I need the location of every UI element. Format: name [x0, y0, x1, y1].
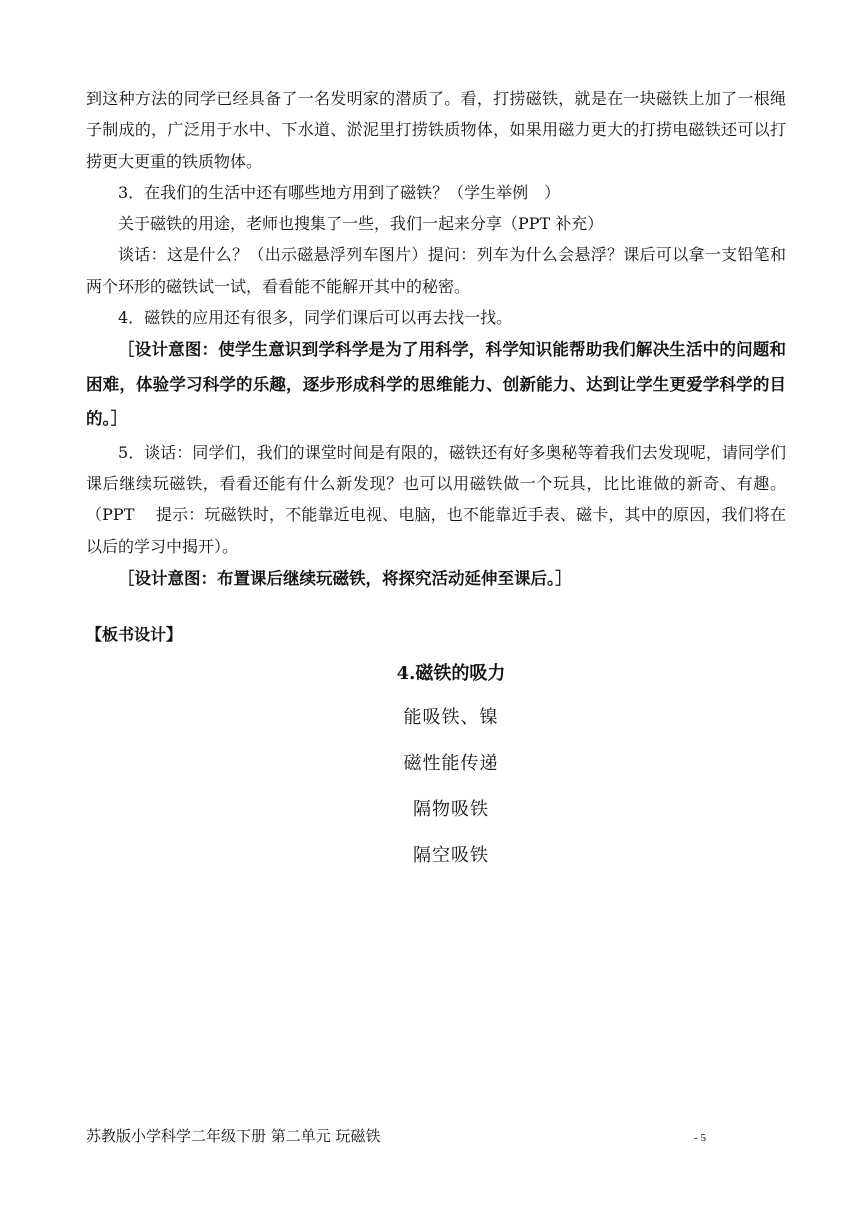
board-item: 隔物吸铁	[413, 798, 489, 820]
paragraph-item-5: 5．谈话：同学们，我们的课堂时间是有限的，磁铁还有好多奥秘等着我们去发现呢，请同学们课后继续玩磁铁，看看还能有什么新发现？也可以用磁铁做一个玩具，比比谁做的新奇、有趣。（PPT 提示：玩磁铁时，不能靠近电视、电脑，也不能靠近手表、磁卡，其中的原因，我们将在以后的学习中揭开）。	[86, 442, 786, 556]
section-gap	[86, 597, 786, 619]
page-number: - 5	[694, 1132, 706, 1144]
design-intent-1: ［设计意图：使学生意识到学科学是为了用科学，科学知识能帮助我们解决生活中的问题和困难，体验学习科学的乐趣，逐步形成科学的思维能力、创新能力、达到让学生更爱学科学的目的。］	[86, 340, 786, 429]
board-item: 能吸铁、镍	[403, 706, 499, 728]
board-design	[86, 652, 786, 879]
paragraph-teacher-share: 关于磁铁的用途，老师也搜集了一些，我们一起来分享（PPT 补充）	[118, 214, 604, 234]
board-item: 磁性能传递	[403, 752, 499, 774]
board-design-heading: 【板书设计】	[86, 624, 183, 644]
paragraph-question-3: 3．在我们的生活中还有哪些地方用到了磁铁？（学生举例 ）	[118, 182, 561, 202]
footer-title: 苏教版小学科学二年级下册 第二单元 玩磁铁	[86, 1127, 381, 1145]
board-item: 隔空吸铁	[413, 844, 489, 866]
paragraph-item-4: 4．磁铁的应用还有很多，同学们课后可以再去找一找。	[118, 308, 513, 328]
paragraph-continuation: 到这种方法的同学已经具备了一名发明家的潜质了。看，打捞磁铁，就是在一块磁铁上加了一根绳子制成的，广泛用于水中、下水道、淤泥里打捞铁质物体，如果用磁力更大的打捞电磁铁还可以打捞更大更重的铁质物体。	[86, 89, 786, 171]
board-title: 4.磁铁的吸力	[396, 662, 506, 684]
design-intent-2: ［设计意图：布置课后继续玩磁铁，将探究活动延伸至课后。］	[118, 569, 572, 589]
page-content	[86, 83, 786, 879]
paragraph-maglev-talk: 谈话：这是什么？（出示磁悬浮列车图片）提问：列车为什么会悬浮？课后可以拿一支铅笔和两个环形的磁铁试一试，看看能不能解开其中的秘密。	[86, 245, 786, 296]
